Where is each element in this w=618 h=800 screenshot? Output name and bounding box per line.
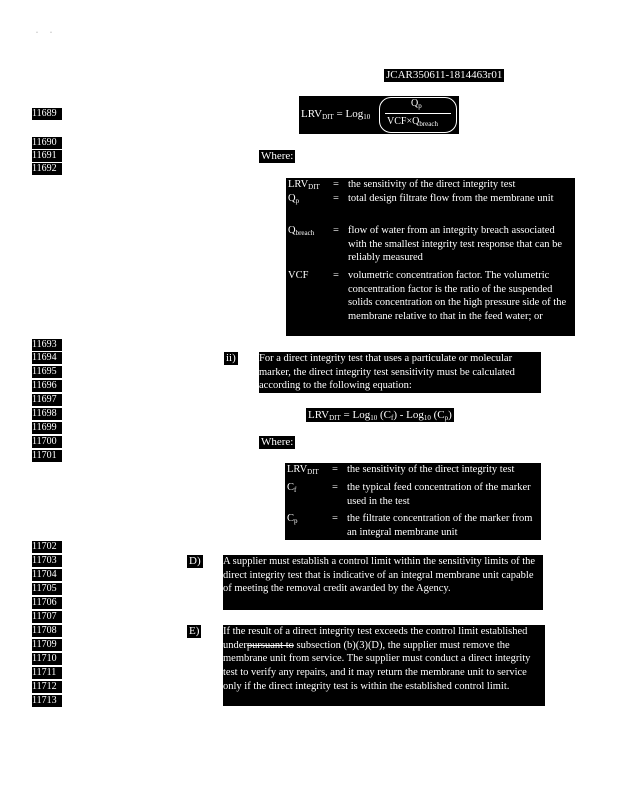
line-number: 11710 (32, 653, 62, 665)
equals-sign: = (333, 225, 339, 236)
definition-symbol: $C_p$ (287, 513, 298, 525)
definition-symbol: VCF (288, 270, 309, 281)
line-number: 11706 (32, 597, 62, 609)
where-label: Where: (261, 436, 294, 448)
equals-sign: = (333, 193, 339, 204)
struck-text: pursuant to (246, 639, 294, 651)
line-number: 11711 (32, 667, 62, 679)
line-number: 11695 (32, 366, 62, 378)
item-marker: E) (189, 625, 200, 637)
line-number: 11713 (32, 695, 62, 707)
line-number: 11692 (32, 163, 62, 175)
definition-symbol: $Q_{breach}$ (288, 225, 315, 237)
definition-text: the typical feed concentration of the marker used in the test (347, 482, 531, 507)
line-number: 11697 (32, 394, 62, 406)
line-number: 11702 (32, 541, 62, 553)
line-number: 11693 (32, 339, 62, 351)
equation-lhs: $LRV_{DIT} = Log_{10}$ (301, 108, 371, 121)
definition-row (286, 192, 575, 220)
equals-sign: = (333, 270, 339, 281)
definitions-list (286, 178, 575, 336)
line-number: 11705 (32, 583, 62, 595)
equals-sign: = (332, 513, 338, 524)
definitions-list (285, 463, 541, 540)
line-number: 11691 (32, 150, 62, 162)
line-number: 11689 (32, 108, 62, 120)
line-number: 11690 (32, 137, 62, 149)
definition-text: flow of water from an integrity breach associated with the smallest integrity test response that can be reliably measured (348, 225, 563, 264)
document-id: JCAR350611-1814463r01 (386, 69, 503, 81)
item-marker: ii) (226, 352, 236, 364)
definition-symbol: $LRV_{DIT}$ (288, 179, 320, 191)
definition-row (286, 220, 575, 267)
scan-artifact: · · (36, 30, 52, 36)
where-label: Where: (261, 150, 294, 162)
paragraph-item-ii: For a direct integrity test that uses a particulate or molecular marker, the direct integrity test sensitivity must be calculated according to the following equation: (259, 352, 541, 393)
definition-text: the filtrate concentration of the marker from an integral membrane unit (347, 513, 533, 538)
line-number: 11708 (32, 625, 62, 637)
item-marker: D) (189, 555, 201, 567)
definition-symbol: $LRV_{DIT}$ (287, 464, 319, 476)
line-number: 11712 (32, 681, 62, 693)
equation-denominator: $VCF\times Q_{breach}$ (387, 116, 438, 128)
equals-sign: = (333, 179, 339, 190)
line-number: 11696 (32, 380, 62, 392)
line-number: 11699 (32, 422, 62, 434)
definition-text: the sensitivity of the direct integrity test (348, 179, 516, 190)
equation-numerator: $Q_p$ (411, 98, 422, 110)
line-number: 11709 (32, 639, 62, 651)
definition-text: volumetric concentration factor. The volumetric concentration factor is the ratio of the suspended solids concentration on the high pressure side of the membrane relative to that in the feed water; or (348, 270, 567, 323)
line-number: 11701 (32, 450, 62, 462)
definition-text: the sensitivity of the direct integrity test (347, 464, 515, 475)
paragraph-item-e: If the result of a direct integrity test exceeds the control limit established underpursuant to subsection (b)(3)(D), the supplier must remove the membrane unit from service. The supplier must conduct a direct integrity test to verify any repairs, and it may return the membrane unit to service only if the direct integrity test is within the established control limit. (223, 625, 545, 706)
line-number: 11698 (32, 408, 62, 420)
line-number: 11707 (32, 611, 62, 623)
line-number: 11700 (32, 436, 62, 448)
line-number: 11704 (32, 569, 62, 581)
line-number: 11703 (32, 555, 62, 567)
fraction-bar (385, 113, 451, 114)
definition-row (285, 479, 541, 510)
definition-row (286, 178, 575, 192)
line-number: 11694 (32, 352, 62, 364)
equals-sign: = (332, 464, 338, 475)
equation-lrv-dit-flow (299, 96, 459, 134)
definition-row (285, 510, 541, 540)
equals-sign: = (332, 482, 338, 493)
paragraph-item-d: A supplier must establish a control limit within the sensitivity limits of the direct integrity test that is indicative of an integral membrane unit capable of meeting the removal credit awarded by the Agency. (223, 555, 543, 610)
definition-symbol: $Q_p$ (288, 193, 300, 205)
definition-row (285, 463, 541, 479)
equation-lrv-dit-marker: $LRV_{DIT} = Log_{10}$ $(C_f) - Log_{10}$ $(C_p)$ (308, 409, 452, 422)
definition-text: total design filtrate flow from the membrane unit (348, 193, 554, 204)
definition-row (286, 267, 575, 335)
definition-symbol: $C_f$ (287, 482, 297, 494)
